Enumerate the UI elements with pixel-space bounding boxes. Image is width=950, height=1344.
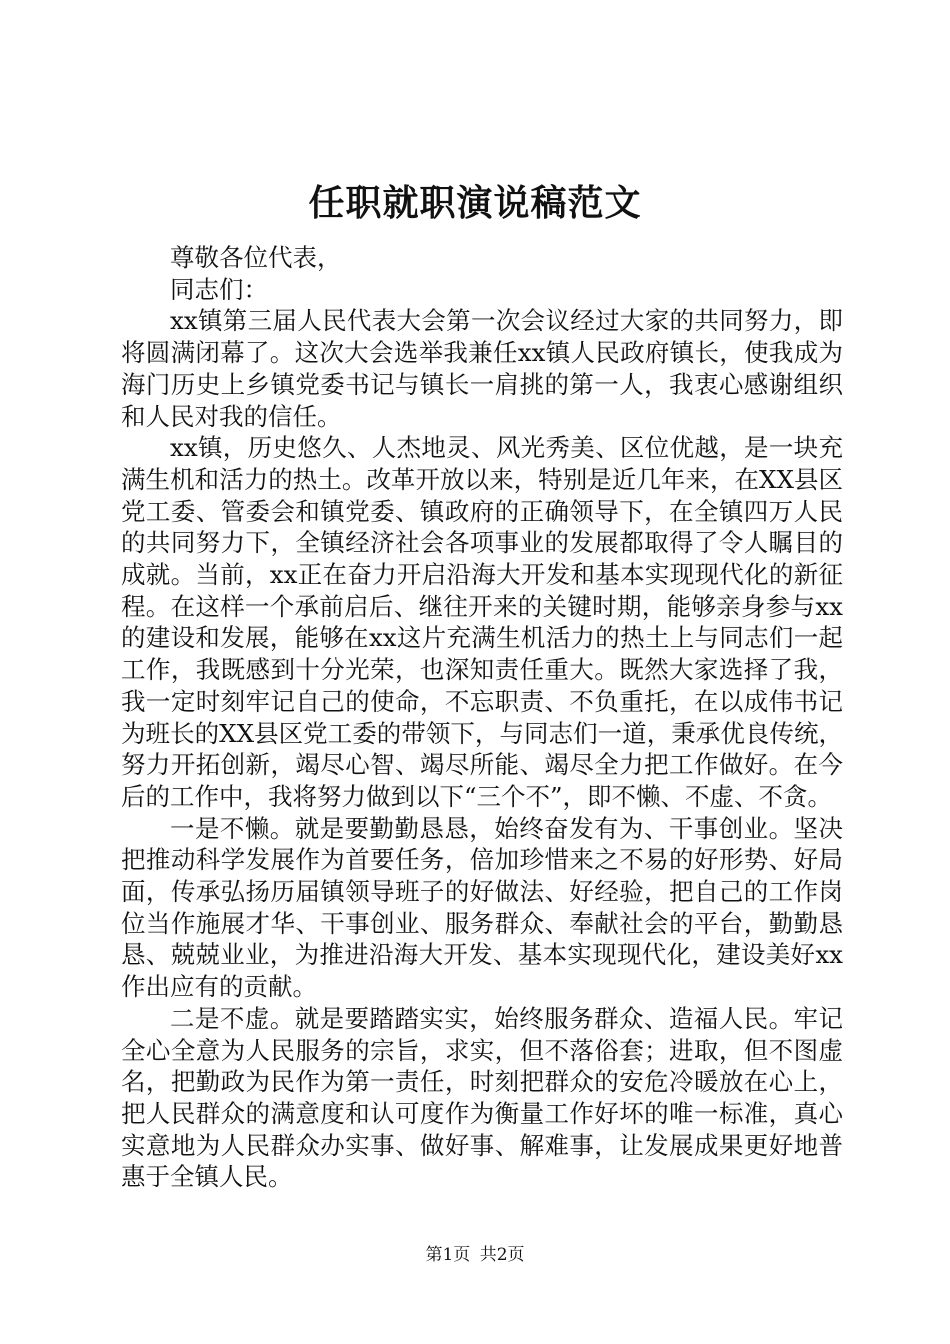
salutation-line: 同志们： (170, 274, 268, 304)
page-footer (0, 1243, 950, 1267)
body-paragraph: xx镇，历史悠久、人杰地灵、风光秀美、区位优越，是一块充满生机和活力的热土。改革开放以来，特别是近几年来，在XX县区党工委、管委会和镇党委、镇政府的正确领导下，在全镇四万人民的共同努力下，全镇经济社会各项事业的发展都取得了令人瞩目的成就。当前，xx正在奋力开启沿海大开发和基本实现现代化的新征程。在这样一个承前启后、继往开来的关键时期，能够亲身参与xx的建设和发展，能够在xx这片充满生机活力的热土上与同志们一起工作，我既感到十分光荣，也深知责任重大。既然大家选择了我，我一定时刻牢记自己的使命，不忘职责、不负重托，在以成伟书记为班长的XX县区党工委的带领下，与同志们一道，秉承优良传统，努力开拓创新，竭尽心智、竭尽所能、竭尽全力把工作做好。在今后的工作中，我将努力做到以下“三个不”，即不懒、不虚、不贪。 (121, 433, 843, 811)
page-number-total: 共2页 (479, 1245, 525, 1265)
body-paragraph: xx镇第三届人民代表大会第一次会议经过大家的共同努力，即将圆满闭幕了。这次大会选举我兼任xx镇人民政府镇长，使我成为海门历史上乡镇党委书记与镇长一肩挑的第一人，我衷心感谢组织和人民对我的信任。 (121, 306, 843, 431)
document-title: 任职就职演说稿范文 (308, 182, 642, 224)
body-paragraph: 二是不虚。就是要踏踏实实，始终服务群众、造福人民。牢记全心全意为人民服务的宗旨，求实，但不落俗套；进取，但不图虚名，把勤政为民作为第一责任，时刻把群众的安危冷暖放在心上，把人民群众的满意度和认可度作为衡量工作好坏的唯一标准，真心实意地为人民群众办实事、做好事、解难事，让发展成果更好地普惠于全镇人民。 (121, 1003, 843, 1192)
body-paragraph: 一是不懒。就是要勤勤恳恳，始终奋发有为、干事创业。坚决把推动科学发展作为首要任务，倍加珍惜来之不易的好形势、好局面，传承弘扬历届镇领导班子的好做法、好经验，把自己的工作岗位当作施展才华、干事创业、服务群众、奉献社会的平台，勤勤恳恳、兢兢业业，为推进沿海大开发、基本实现现代化，建设美好xx作出应有的贡献。 (121, 813, 843, 1002)
salutation-line: 尊敬各位代表， (170, 243, 342, 272)
page-number-current: 第1页 (425, 1245, 471, 1265)
document-body (121, 242, 843, 1193)
